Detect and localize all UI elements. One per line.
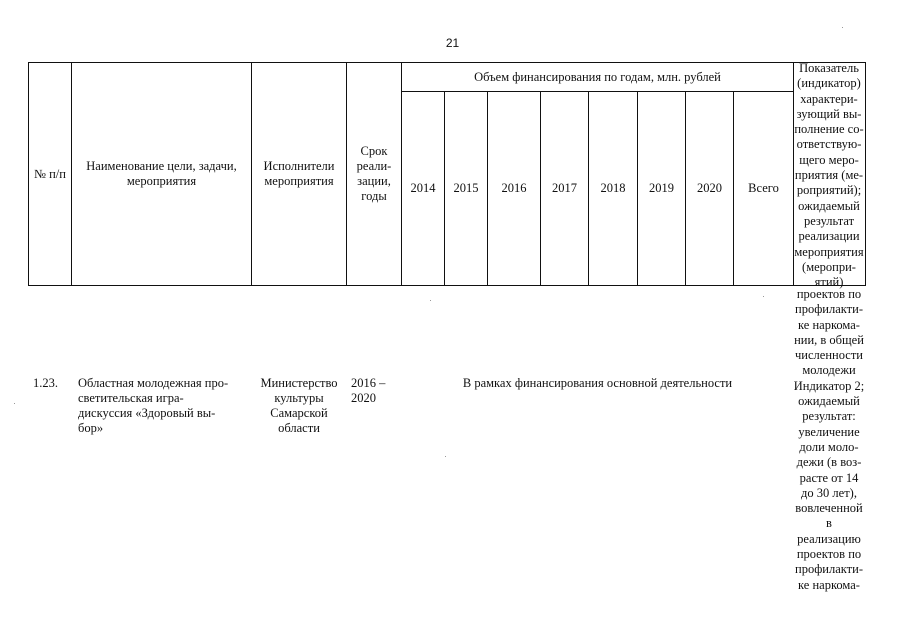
row-indicator-line: численности [795,348,863,363]
row-indicator-line: профилакти- [795,302,863,317]
row-indicator-line: профилакти- [795,562,863,577]
row-indicator-line: результат: [802,409,856,424]
header-indicator-line: характери- [800,91,858,106]
header-col-term-line: Срок [360,144,388,158]
header-indicator-line: ответствую- [796,137,862,152]
header-funding-title: Объем финансирования по годам, млн. рублей [474,69,721,84]
row-name-line: дискуссия «Здоровый вы- [78,406,216,420]
header-year-2015: 2015 [453,181,479,195]
header-col-term [347,63,401,285]
header-indicator-line: (меропри- [802,259,856,274]
header-indicator-line: ятий) [814,275,844,290]
row-term [351,376,401,406]
row-indicator-line: проектов по [796,287,862,301]
header-indicator-line: полнение со- [794,122,864,137]
row-indicator-line: доли моло- [799,439,859,454]
row-indicator-line: ожидаемый [798,394,860,409]
row-indicator-line: увеличение [798,424,860,439]
header-col-name: Наименование цели, задачи, мероприятия [86,159,237,188]
row-name-line: светительская игра- [78,391,184,405]
scan-speck [445,456,446,457]
scan-speck [842,27,843,28]
header-indicator-line: реализации [798,229,860,244]
row-indicator-line: в реализацию [797,516,861,546]
row-funding: В рамках финансирования основной деятельности [462,376,733,390]
header-col-term-line: зации, [357,174,391,188]
row-indicator-line: вовлеченной [795,501,863,516]
header-col-term-line: годы [361,189,387,203]
row-exec-line: культуры [274,391,324,405]
row-name [78,376,250,436]
scan-speck [763,296,764,297]
row-term-line: 2016 – [351,376,386,390]
row-term-line: 2020 [351,391,376,405]
header-col-executors: Исполнители мероприятия [263,159,335,188]
page-number: 21 [445,36,460,50]
row-indicator-line: нии, в общей [794,332,864,347]
row-executors [252,376,346,436]
header-year-2017: 2017 [552,181,577,195]
row-indicator-line: дежи (в воз- [796,455,862,470]
header-col-number: № п/п [34,166,66,181]
row-exec-line: Самарской [270,406,328,420]
header-indicator-line: мероприятия [794,244,864,259]
header-col-term-line: реали- [356,159,392,173]
row-name-line: Областная молодежная про- [78,376,229,390]
header-indicator-line: ожидаемый [798,198,860,213]
header-indicator-line: результат [803,213,855,228]
row-indicator-line: ке наркома- [798,577,860,592]
header-indicator-line: щего меро- [799,152,859,167]
scan-speck [430,300,431,301]
row-indicator-line: Индикатор 2; [793,378,865,393]
row-indicator-line: до 30 лет), [801,485,857,500]
row-indicator-line: молодежи [802,363,856,378]
header-year-2014: 2014 [410,181,436,195]
scan-speck [14,403,15,404]
header-year-2018: 2018 [600,181,626,195]
row-number: 1.23. [33,376,58,390]
row-exec-line: области [278,421,320,435]
header-year-2020: 2020 [697,181,722,195]
header-total: Всего [748,181,779,195]
header-indicator-line: (индикатор) [797,76,861,91]
header-indicator-line: зующий вы- [796,106,862,121]
header-col-indicator [793,61,865,290]
header-year-2019: 2019 [649,181,674,195]
header-indicator-line: роприятий); [796,183,862,198]
row-exec-line: Министерство [260,376,338,390]
row-indicator-line: проектов по [796,547,862,562]
row-name-line: бор» [78,421,104,435]
row-indicator [793,287,865,593]
header-indicator-line: Показатель [799,61,859,75]
row-indicator-line: расте от 14 [799,470,859,485]
header-indicator-line: приятия (ме- [794,168,864,183]
header-year-2016: 2016 [501,181,527,195]
row-indicator-line: ке наркома- [798,317,860,332]
